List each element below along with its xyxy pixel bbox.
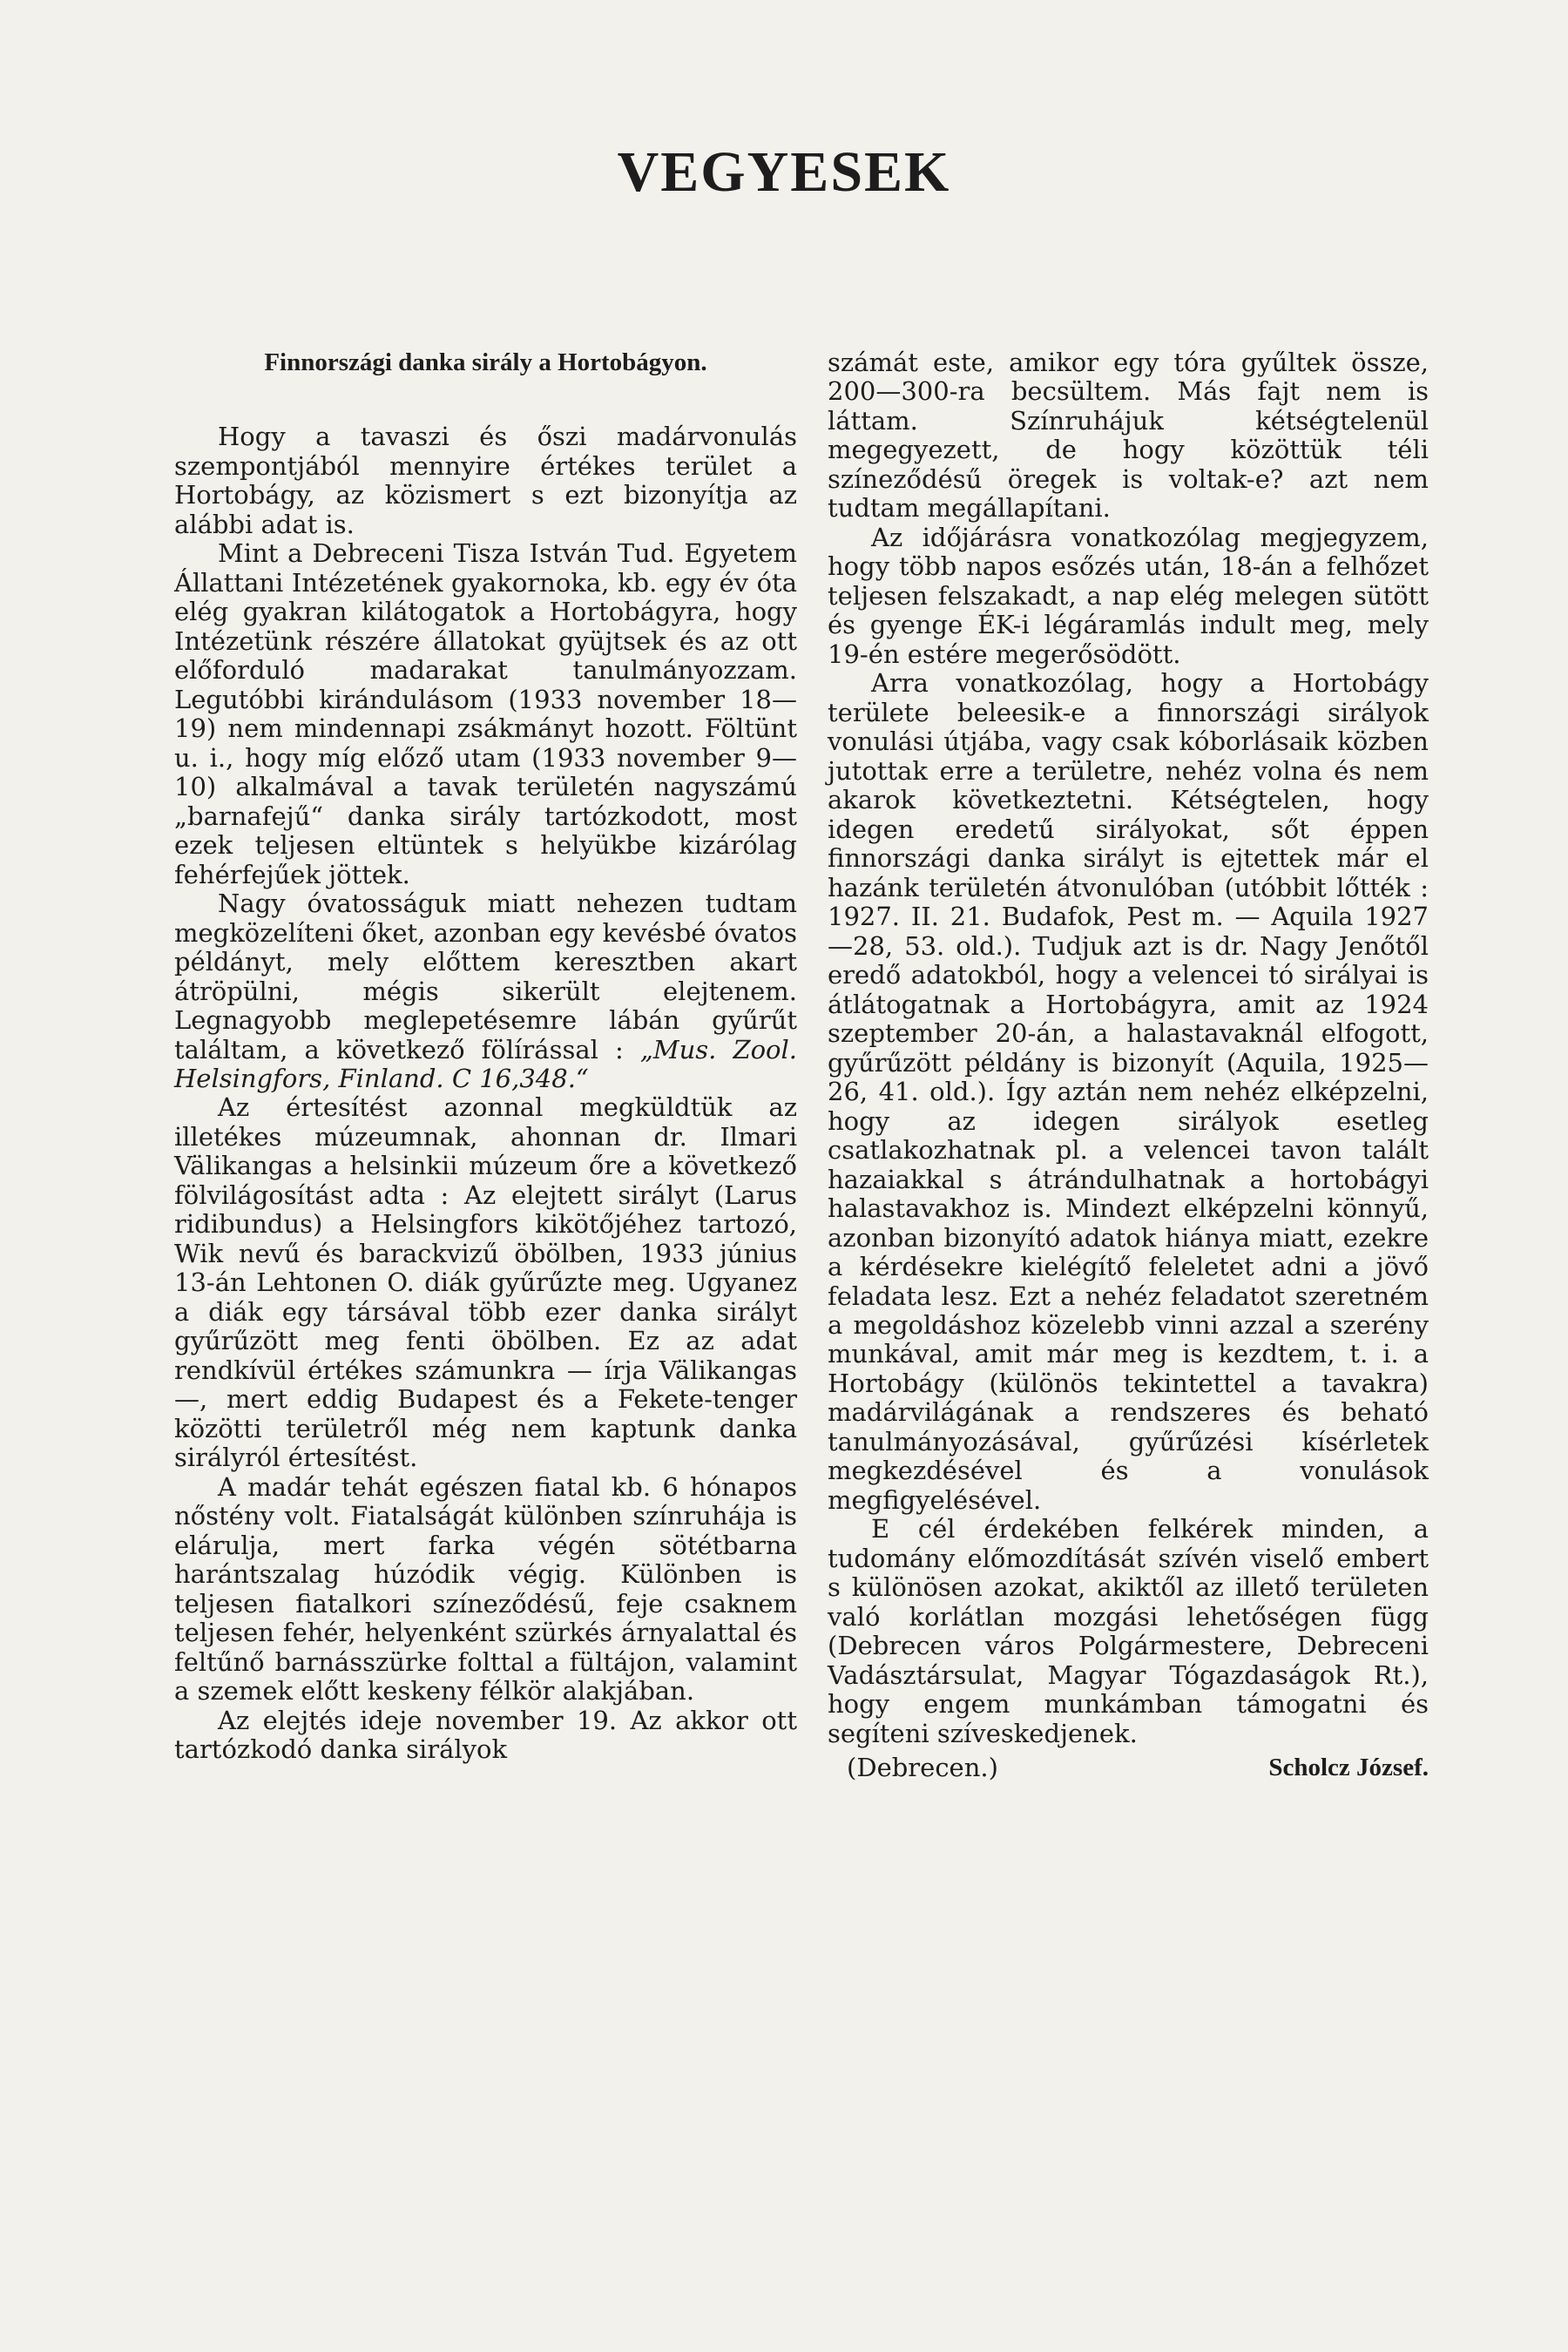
place: (Debrecen.)	[847, 1753, 998, 1783]
paragraph	[174, 889, 797, 1093]
right-column	[828, 348, 1429, 1783]
paragraph: Az időjárásra vonatkozólag megjegyzem, hogy több napos esőzés után, 18-án a felhőzet teljesen felszakadt, a nap elég melegen sütött és gyenge ÉK-i légáramlás indult meg, mely 19-én estére megerősödött.	[828, 522, 1429, 669]
paragraph-text: Nagy óvatosságuk miatt nehezen tudtam megközelíteni őket, azonban egy kevésbé óvatos példányt, mely előttem keresztben akart átröpülni, mégis sikerült elejtenem. Legnagyobb meglepetésemre lábán gyűrűt találtam, a következő fölírással :	[174, 889, 797, 1064]
paragraph: Az értesítést azonnal megküldtük az illetékes múzeumnak, ahonnan dr. Ilmari Välikangas a helsinkii múzeum őre a következő fölvilágosítást adta : Az elejtett sirályt (Larus ridibundus) a Helsingfors kikötőjéhez tartozó, Wik nevű és barackvizű öbölben, 1933 június 13-án Lehtonen O. diák gyűrűzte meg. Ugyanez a diák egy társával több ezer danka sirályt gyűrűzött meg fenti öbölben. Ez az adat rendkívül értékes számunkra — írja Välikangas —, mert eddig Budapest és a Fekete-tenger közötti területről még nem kaptunk danka sirályról értesítést.	[174, 1092, 797, 1473]
paragraph: Arra vonatkozólag, hogy a Hortobágy területe beleesik-e a finnországi sirályok vonulási útjába, vagy csak kóborlásaik közben jutottak erre a területre, nehéz volna és nem akarok következtetni. Kétségtelen, hogy idegen eredetű sirályokat, sőt éppen finnországi danka sirályt is ejtettek már el hazánk területén átvonulóban (utóbbit lőtték : 1927. II. 21. Budafok, Pest m. — Aquila 1927—28, 53. old.). Tudjuk azt is dr. Nagy Jenőtől eredő adatokból, hogy a velencei tó sirályai is átlátogatnak a Hortobágyra, amit az 1924 szeptember 20-án, a halastavaknál elfogott, gyűrűzött példány is bizonyít (Aquila, 1925—26, 41. old.). Így aztán nem nehéz elképzelni, hogy az idegen sirályok esetleg csatlakozhatnak pl. a velencei tavon talált hazaiakkal s átrándulhatnak a hortobágyi halastavakhoz is. Mindezt elképzelni könnyű, azonban bizonyító adatok hiánya miatt, ezekre a kérdésekre kielégítő feleletet adni a jövő feladata lesz. Ezt a nehéz feladatot szeretném a megoldáshoz közelebb vinni azzal a szerény munkával, amit már meg is kezdtem, t. i. a Hortobágy (különös tekintettel a tavakra) madárvilágának a rendszeres és beható tanulmányozásával, gyűrűzési kísérletek megkezdésével és a vonulások megfigyelésével.	[828, 668, 1429, 1515]
author-name: Scholcz József.	[1268, 1754, 1429, 1782]
paragraph: Mint a Debreceni Tisza István Tud. Egyetem Állattani Intézetének gyakornoka, kb. egy év óta elég gyakran kilátogatok a Hortobágyra, hogy Intézetünk részére állatokat gyüjtsek és az ott előforduló madarakat tanulmányozzam. Legutóbbi kirándulásom (1933 november 18—19) nem mindennapi zsákmányt hozott. Föltünt u. i., hogy míg előző utam (1933 november 9—10) alkalmával a tavak területén nagyszámú „barnafejű“ danka sirály tartózkodott, most ezek teljesen eltüntek s helyükbe kizárólag fehérfejűek jöttek.	[174, 538, 797, 889]
paragraph: számát este, amikor egy tóra gyűltek össze, 200—300-ra becsültem. Más fajt nem is láttam. Színruhájuk kétségtelenül megegyezett, de hogy közöttük téli színeződésű öregek is voltak-e? azt nem tudtam megállapítani.	[828, 348, 1429, 524]
paragraph: Hogy a tavaszi és őszi madárvonulás szempontjából mennyire értékes terület a Hortobágy, az közismert s ezt bizonyítja az alábbi adat is.	[174, 422, 797, 539]
signature	[828, 1754, 1429, 1782]
article-heading: Finnországi danka sirály a Hortobágyon.	[264, 348, 707, 376]
page-title: VEGYESEK	[617, 140, 951, 204]
paragraph: A madár tehát egészen fiatal kb. 6 hónapos nőstény volt. Fiatalságát különben színruhája is elárulja, mert farka végén sötétbarna harántszalag húzódik végig. Különben is teljesen fiatalkori színeződésű, feje csaknem teljesen fehér, helyenként szürkés árnyalattal és feltűnő barnásszürke folttal a fültájon, valamint a szemek előtt keskeny félkör alakjában.	[174, 1471, 797, 1707]
paragraph: Az elejtés ideje november 19. Az akkor ott tartózkodó danka sirályok	[174, 1705, 797, 1765]
ring-inscription: „Mus. Zool. Helsingfors, Finland. C 16,348.“	[174, 1034, 797, 1093]
left-column	[174, 348, 797, 1765]
paragraph: E cél érdekében felkérek minden, a tudomány előmozdítását szívén viselő embert s különösen azokat, akiktől az illető területen való korlátlan mozgási lehetőségen függ (Debrecen város Polgármestere, Debreceni Vadásztársulat, Magyar Tógazdaságok Rt.), hogy engem munkámban támogatni és segíteni szíveskedjenek.	[828, 1514, 1429, 1748]
